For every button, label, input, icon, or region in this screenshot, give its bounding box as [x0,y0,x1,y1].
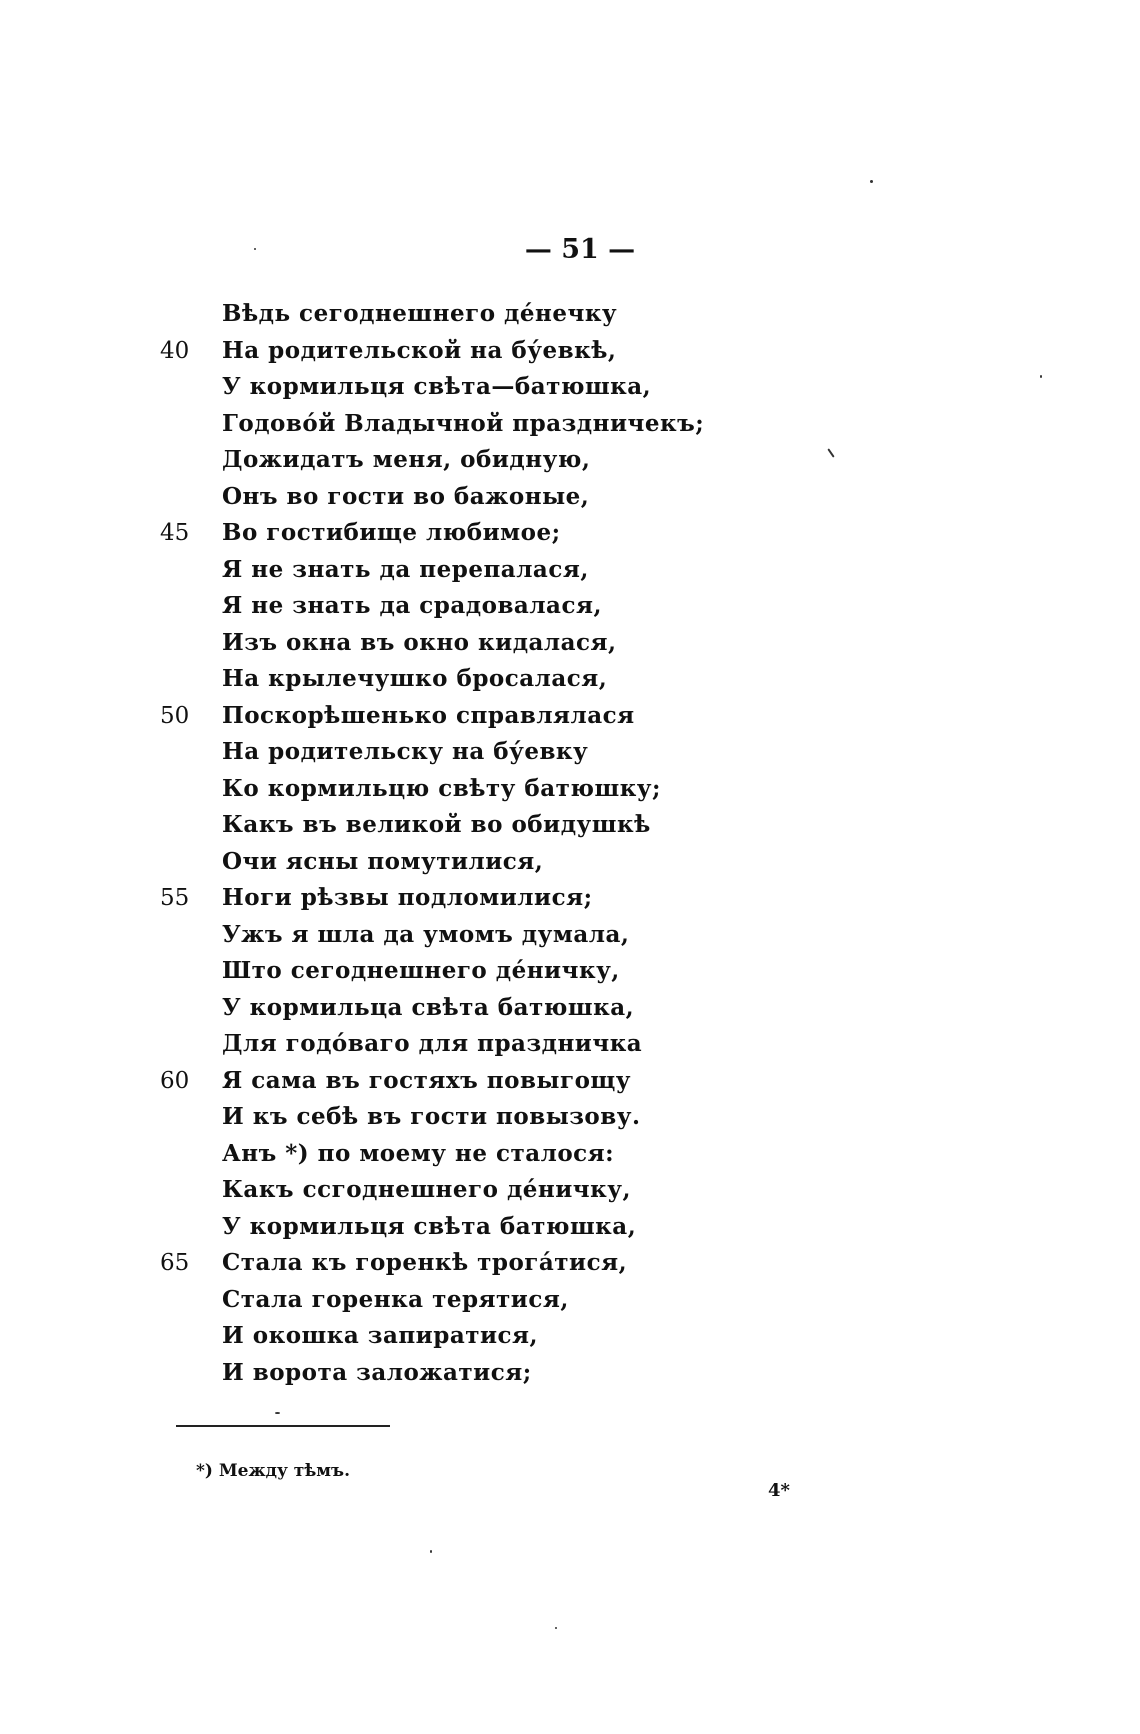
poem-line [160,1172,700,1209]
page-number: — 51 — [524,234,636,265]
line-text: Ноги рѣзвы подломилися; [222,884,593,911]
line-text: На крылечушко бросалася, [222,665,608,692]
poem-line [160,1099,700,1136]
line-text: Изъ окна въ окно кидалася, [222,628,617,656]
line-text: Вѣдь сегоднешнего де́нечку [222,300,618,327]
footnote: *) Между тѣмъ. [196,1461,350,1481]
poem-line [160,406,705,443]
line-text: Поскорѣшенько справлялася [222,701,635,729]
poem-line [160,333,700,370]
poem-line [160,698,700,735]
line-text: У кормильця свѣта батюшка, [222,1212,637,1240]
line-text: У кормильця свѣта—батюшка, [222,373,652,400]
poem-line [160,1245,700,1282]
line-text: На родительску на бу́евку [222,738,589,765]
footnote-divider [176,1425,390,1427]
line-text: И ворота заложатися; [222,1358,532,1386]
line-text: Какъ въ великой во обидушкѣ [222,811,651,838]
poem-line [160,1355,700,1392]
signature-mark: 4* [768,1480,790,1501]
line-number: 50 [160,702,190,729]
scan-speck [1040,375,1042,378]
poem-line [160,515,700,552]
line-text: Годово́й Владычной праздничекъ; [222,409,705,437]
line-text: Очи ясны помутилися, [222,847,544,875]
poem-line [160,844,700,881]
line-text: Што сегоднешнего де́ничку, [222,957,620,984]
poem-line [160,442,700,479]
poem-line [160,625,700,662]
line-text: Ужъ я шла да умомъ думала, [222,920,630,948]
line-text: И къ себѣ въ гости повызову. [222,1103,641,1130]
poem-line [160,990,700,1027]
line-text: Какъ ссгоднешнего де́ничку, [222,1176,631,1203]
line-text: Во гостибище любимое; [222,519,561,546]
scan-speck [555,1627,557,1629]
poem-line [160,1282,700,1319]
line-text: Ко кормильцю свѣту батюшку; [222,774,662,802]
line-text: На родительской на бу́евкѣ, [222,336,617,364]
poem-line [160,917,700,954]
line-text: Дожидатъ меня, обидную, [222,446,591,473]
line-text: Стала горенка терятися, [222,1285,569,1313]
poem-line [160,807,700,844]
poem-line [160,1209,700,1246]
line-text: Я не знать да срадовалася, [222,592,602,619]
line-text: Я не знать да перепалася, [222,555,589,583]
poem-line [160,369,700,406]
poem-line [160,734,700,771]
line-text: Анъ *) по моему не сталося: [222,1139,615,1167]
line-text: Стала къ горенкѣ трога́тися, [222,1249,628,1276]
scan-speck [275,1412,280,1414]
line-text: И окошка запиратися, [222,1322,539,1349]
line-text: Онъ во гости во бажоные, [222,482,590,510]
poem-line [160,1318,700,1355]
line-text: Я сама въ гостяхъ повыгощу [222,1066,632,1094]
poem-line [160,1063,700,1100]
scan-speck [254,248,256,250]
poem-line [160,953,700,990]
line-number: 55 [160,885,190,911]
poem-line [160,588,700,625]
line-number: 45 [160,520,190,546]
scan-speck [827,448,834,457]
poem-line [160,1136,700,1173]
poem-line [160,771,700,808]
scan-speck [430,1550,432,1553]
scan-speck [870,180,873,183]
line-number: 60 [160,1067,190,1094]
poem-line [160,880,700,917]
poem-line [160,552,700,589]
line-number: 65 [160,1250,190,1276]
poem-line [160,661,700,698]
poem-line [160,296,700,333]
poem-body [160,296,705,1391]
poem-line [160,479,700,516]
line-text: Для годо́ваго для праздничка [222,1030,643,1057]
line-number: 40 [160,337,190,364]
poem-line [160,1026,700,1063]
line-text: У кормильца свѣта батюшка, [222,993,635,1021]
